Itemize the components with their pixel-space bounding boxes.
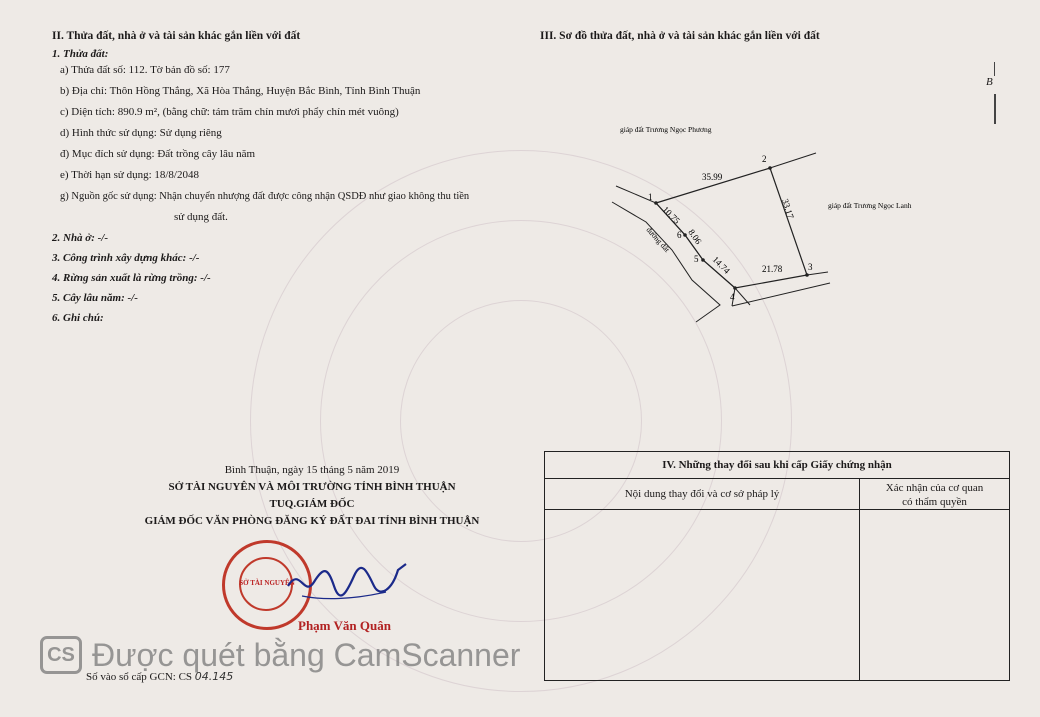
edge-length-label: 35.99 [702,172,723,182]
certificate-serial [86,670,233,683]
serial-label: Số vào sổ cấp GCN: CS [86,671,193,683]
land-origin-line: sử dụng đất. [174,211,228,223]
edge-length-label: 21.78 [762,264,783,274]
director-title: GIÁM ĐỐC VĂN PHÒNG ĐĂNG KÝ ĐẤT ĐAI TỈNH BÌNH THUẬN [144,515,480,527]
vertex-point [805,273,809,277]
vertex-point [733,286,737,290]
vertex-label: 1 [648,192,653,202]
camscanner-text: Được quét bằng CamScanner [92,636,521,673]
table-column-divider [859,508,860,680]
vertex-label: 5 [694,254,699,264]
land-line: d) Hình thức sử dụng: Sử dụng riêng [60,127,222,139]
vertex-label: 6 [677,230,682,240]
stamp-text: SỞ TÀI NGUYÊN [239,579,295,587]
edge-length-label: 33.17 [780,197,796,220]
road-edge [616,186,750,305]
sub-item: 3. Công trình xây dựng khác: -/- [52,252,200,264]
land-heading: 1. Thửa đất: [52,48,109,60]
boundary-extension [807,272,828,275]
land-info-section [52,30,522,328]
sub-item: 2. Nhà ở: -/- [52,232,109,244]
sub-item: 4. Rừng sản xuất là rừng trồng: -/- [52,272,211,284]
margin-mark-letter: B [986,76,993,88]
column-header-confirmation [860,479,1009,509]
land-line: đ) Mục đích sử dụng: Đất trồng cây lâu năm [60,148,256,160]
north-neighbor-label: giáp đất Trương Ngọc Phương [620,125,712,134]
road-label: đường đất [644,225,672,254]
vertex-label: 2 [762,154,767,164]
changes-table-header [545,479,1009,510]
confirmation-header-line: có thẩm quyền [902,496,967,508]
map-section-title: III. Sơ đồ thửa đất, nhà ở và tài sản khác gắn liền với đất [540,30,820,42]
signature-block [92,462,532,530]
land-origin-line: g) Nguồn gốc sử dụng: Nhận chuyển nhượng đất được công nhận QSDĐ như giao không thu tiền [60,191,470,202]
agency-name: SỞ TÀI NGUYÊN VÀ MÔI TRƯỜNG TỈNH BÌNH THUẬN [168,481,456,493]
camscanner-logo-icon: CS [40,636,82,674]
sub-item: 6. Ghi chú: [52,312,104,324]
column-header-content: Nội dung thay đổi và cơ sở pháp lý [545,479,860,509]
place-date: Bình Thuận, ngày 15 tháng 5 năm 2019 [224,464,400,476]
edge-length-label: 8.06 [686,227,704,247]
vertex-point [768,166,772,170]
tuq-line: TUQ.GIÁM ĐỐC [269,498,355,510]
serial-value: 04.145 [194,670,234,683]
handwritten-signature [282,556,422,606]
land-plot-map [560,110,912,330]
land-line: b) Địa chỉ: Thôn Hồng Thắng, Xã Hòa Thắng, Huyện Bắc Bình, Tỉnh Bình Thuận [60,85,421,97]
sub-item: 5. Cây lâu năm: -/- [52,292,138,304]
confirmation-header-line: Xác nhận của cơ quan [885,482,984,494]
vertex-point [683,233,687,237]
vertex-label: 4 [730,292,735,302]
vertex-point [654,201,658,205]
section-title: II. Thửa đất, nhà ở và tài sản khác gắn liền với đất [52,30,301,42]
land-line: a) Thửa đất số: 112. Tờ bản đồ số: 177 [60,64,230,76]
edge-length-label: 14.74 [710,254,732,276]
boundary-extension [770,153,816,168]
vertex-label: 3 [808,262,813,272]
changes-table [544,451,1010,681]
camscanner-watermark [40,636,520,674]
east-neighbor-label: giáp đất Trương Ngọc Lanh [828,201,912,210]
land-line: e) Thời hạn sử dụng: 18/8/2048 [60,169,199,181]
signer-name: Phạm Văn Quân [298,618,391,633]
margin-mark [986,62,1006,124]
vertex-point [701,258,705,262]
edge-length-label: 10.75 [660,204,682,226]
changes-table-title: IV. Những thay đổi sau khi cấp Giấy chứng nhận [545,452,1009,479]
road-edge [612,202,720,322]
land-line: c) Diện tích: 890.9 m², (bằng chữ: tám trăm chín mươi phẩy chín mét vuông) [60,106,399,118]
